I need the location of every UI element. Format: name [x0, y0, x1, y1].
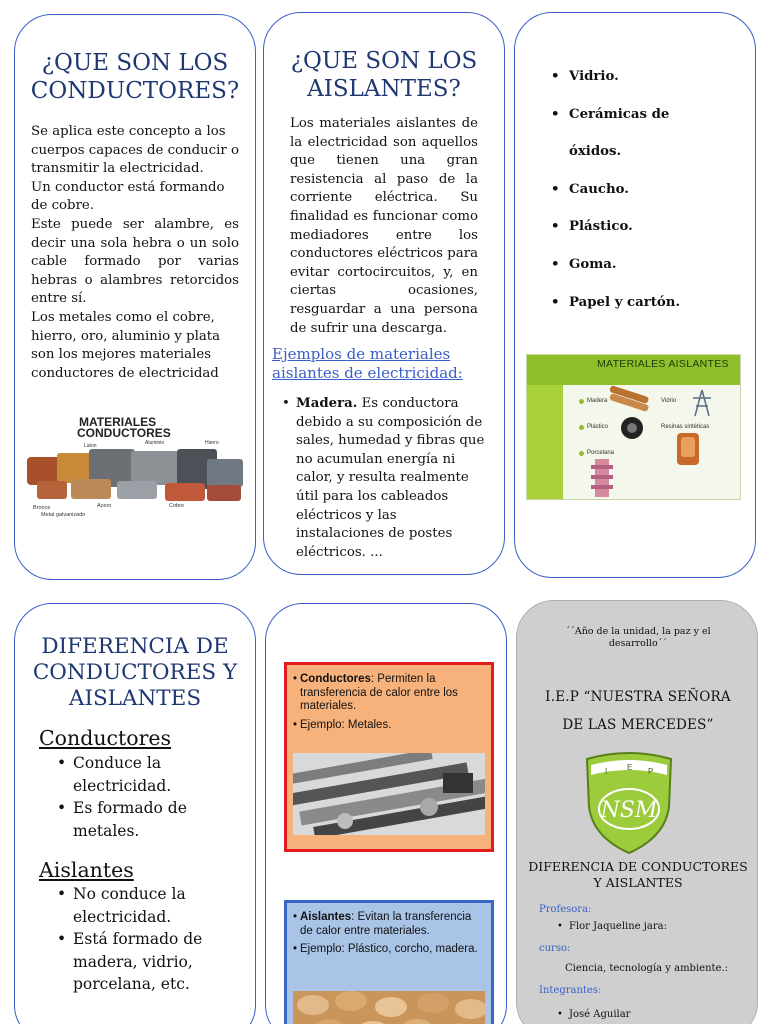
examples-list — [280, 395, 486, 562]
image-title-line2: CONDUCTORES — [77, 426, 171, 440]
list-item — [280, 395, 486, 562]
paragraph: Este puede ser alambre, es decir una sola hebra o un solo cable formado por varias hebras o alambres retorcidos entre sí. — [31, 216, 239, 307]
school-name — [527, 683, 749, 739]
slide-label-resinas: Resinas sintéticas — [661, 424, 710, 430]
galvanized-piece — [207, 459, 243, 487]
panel-title: DIFERENCIA DE CONDUCTORES Y AISLANTES — [32, 634, 238, 711]
cable-roll-icon — [619, 415, 645, 441]
label-cobre: Cobre — [169, 503, 184, 509]
list-item: • Papel y cartón. — [551, 294, 680, 312]
conductores-box — [284, 662, 494, 852]
panel-title: ¿QUE SON LOS AISLANTES? — [290, 48, 478, 102]
document-title: DIFERENCIA DE CONDUCTORES Y AISLANTES — [528, 859, 748, 890]
bronze-piece — [27, 457, 61, 485]
label-aluminio: Aluminio — [145, 440, 165, 446]
label-hierro: Hierro — [205, 440, 219, 446]
panel-aislantes — [263, 12, 505, 575]
profesora-label: Profesora: — [539, 904, 592, 915]
curso-value: Ciencia, tecnología y ambiente.: — [565, 963, 728, 974]
metal-bars-image — [293, 753, 485, 835]
school-name-line2: DE LAS MERCEDES” — [562, 717, 714, 733]
aislantes-heading: Aislantes — [39, 858, 134, 882]
box-term: Conductores — [300, 673, 371, 685]
list-item: • Es formado de metales. — [55, 797, 245, 842]
copper-piece-3 — [207, 485, 241, 501]
list-item: • Plástico. — [551, 218, 680, 236]
brass-piece-2 — [71, 479, 111, 499]
box-term: Aislantes — [300, 911, 352, 923]
steel-piece-2 — [117, 481, 157, 499]
slide-label-porcelana: Porcelana — [587, 450, 615, 456]
paragraph: Los metales como el cobre, hierro, oro, aluminio y plata son los mejores materiales conductores de electricidad — [31, 309, 221, 381]
conductores-list — [55, 752, 245, 842]
slide-label-plastico: Plástico — [587, 424, 609, 430]
shield-letter-p: P — [648, 767, 654, 776]
slide-label-madera: Madera — [587, 398, 608, 404]
box-text: : Permiten la transferencia de calor entre los materiales. — [300, 673, 458, 712]
slide-title: MATERIALES AISLANTES — [597, 358, 729, 370]
box-text: : Evitan la transferencia de calor entre materiales. — [300, 911, 472, 937]
examples-subheading: Ejemplos de materiales aislantes de electricidad: — [272, 345, 463, 382]
brass-piece — [57, 453, 93, 483]
label-bronce: Bronce — [33, 505, 51, 511]
list-item: • Caucho. — [551, 181, 680, 199]
power-tower-icon — [687, 388, 717, 418]
resin-cup-icon — [673, 431, 703, 467]
description: Los materiales aislantes de la electricidad son aquellos que tienen una gran resistencia al paso de la corriente eléctrica. Su finalidad es funcionar como mediadores entre los conductores eléctricos para evitar cortocircuitos, y, en ciertas ocasiones, resguardar a una persona de sufrir una descarga. — [290, 116, 478, 336]
porcelain-insulator-icon — [591, 459, 613, 497]
aislantes-box — [284, 900, 494, 1024]
panel-insulator-list — [514, 12, 756, 578]
school-shield-icon — [581, 751, 677, 855]
insulating-materials-slide — [526, 354, 741, 500]
list-item: • Ejemplo: Plástico, corcho, madera. — [293, 943, 483, 957]
label-galvanizado: Metal galvanizado — [41, 512, 86, 518]
list-item: • Goma. — [551, 256, 680, 274]
copper-piece — [37, 481, 67, 499]
corks-image — [293, 991, 485, 1024]
slide-label-vidrio: Vidrio — [661, 398, 677, 404]
list-item-text: Cerámicas de óxidos. — [569, 106, 670, 160]
integrante-value: • José Aguilar — [557, 1009, 630, 1020]
school-name-line1: I.E.P “NUESTRA SEÑORA — [545, 689, 731, 705]
paragraph: Un conductor está formando de cobre. — [31, 179, 225, 214]
curso-label: curso: — [539, 943, 571, 954]
wood-logs-icon — [607, 385, 651, 415]
label-acero: Acero — [97, 503, 112, 509]
insulator-list — [551, 68, 680, 331]
panel-calor — [265, 603, 507, 1024]
shield-letter-i: I — [605, 767, 608, 776]
list-item: • Ejemplo: Metales. — [293, 719, 483, 733]
list-item: • No conduce la electricidad. — [55, 883, 245, 928]
example-text: Es conductora debido a su composición de sales, humedad y fibras que no acumulan energía ni calor, y resulta realmente útil para los cableados eléctricos y las instalaciones de postes eléctricos. ... — [296, 396, 485, 560]
panel-title: ¿QUE SON LOS CONDUCTORES? — [30, 50, 240, 104]
description — [31, 123, 239, 383]
list-item: • Vidrio. — [551, 68, 680, 86]
panel-conductores — [14, 14, 256, 580]
conductive-materials-image — [27, 413, 249, 519]
paragraph: Se aplica este concepto a los cuerpos capaces de conducir o transmitir la electricidad. — [31, 124, 239, 177]
list-item — [293, 673, 483, 714]
aislantes-list — [55, 883, 245, 996]
bullet-dot — [579, 425, 584, 430]
list-item — [551, 106, 680, 171]
integrantes-label: Integrantes: — [539, 985, 602, 996]
label-laton: Laton — [84, 443, 97, 449]
copper-piece-2 — [165, 483, 205, 501]
aluminium-piece — [131, 451, 179, 485]
motto: ´´Año de la unidad, la paz y el desarrollo´´ — [565, 626, 711, 649]
profesora-value: • Flor Jaqueline jara: — [557, 921, 667, 932]
list-item: • Conduce la electricidad. — [55, 752, 245, 797]
image-title-line1: MATERIALES — [79, 415, 157, 429]
shield-letter-e: E — [627, 763, 633, 772]
panel-diferencia — [14, 603, 256, 1024]
example-term: Madera. — [296, 396, 358, 411]
panel-cover — [516, 600, 758, 1024]
bullet-dot — [579, 399, 584, 404]
list-item: • Está formado de madera, vidrio, porcelana, etc. — [55, 928, 245, 996]
conductores-heading: Conductores — [39, 726, 172, 750]
bullet-dot — [579, 451, 584, 456]
list-item — [293, 911, 483, 938]
shield-monogram: NSM — [600, 798, 658, 823]
